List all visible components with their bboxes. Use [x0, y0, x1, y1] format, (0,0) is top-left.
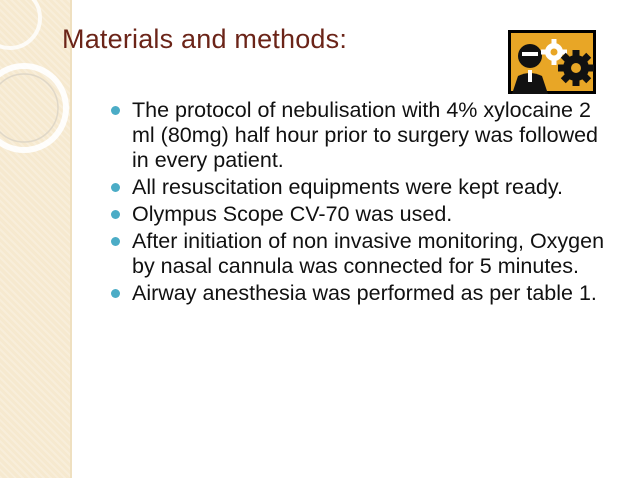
bullet-text: After initiation of non invasive monitoring, Oxygen by nasal cannula was connected for 5 minutes. — [132, 229, 605, 278]
bullet-item — [108, 202, 608, 227]
slide-title: Materials and methods: — [62, 24, 348, 54]
bullet-text: The protocol of nebulisation with 4% xylocaine 2 ml (80mg) half hour prior to surgery was followed in every patient. — [132, 98, 599, 172]
bullet-text: All resuscitation equipments were kept ready. — [132, 175, 564, 199]
bullet-dot-icon — [111, 183, 120, 192]
bullet-item — [108, 281, 608, 306]
bullet-dot-icon — [111, 106, 120, 115]
bullet-item — [108, 175, 608, 200]
bullet-list — [108, 98, 608, 308]
thinking-person-gears-icon — [508, 30, 596, 94]
bullet-dot-icon — [111, 210, 120, 219]
bullet-text: Olympus Scope CV-70 was used. — [132, 202, 453, 226]
bullet-dot-icon — [111, 289, 120, 298]
bullet-item — [108, 229, 608, 279]
bullet-dot-icon — [111, 237, 120, 246]
bullet-item — [108, 98, 608, 173]
bullet-text: Airway anesthesia was performed as per table 1. — [132, 281, 597, 305]
